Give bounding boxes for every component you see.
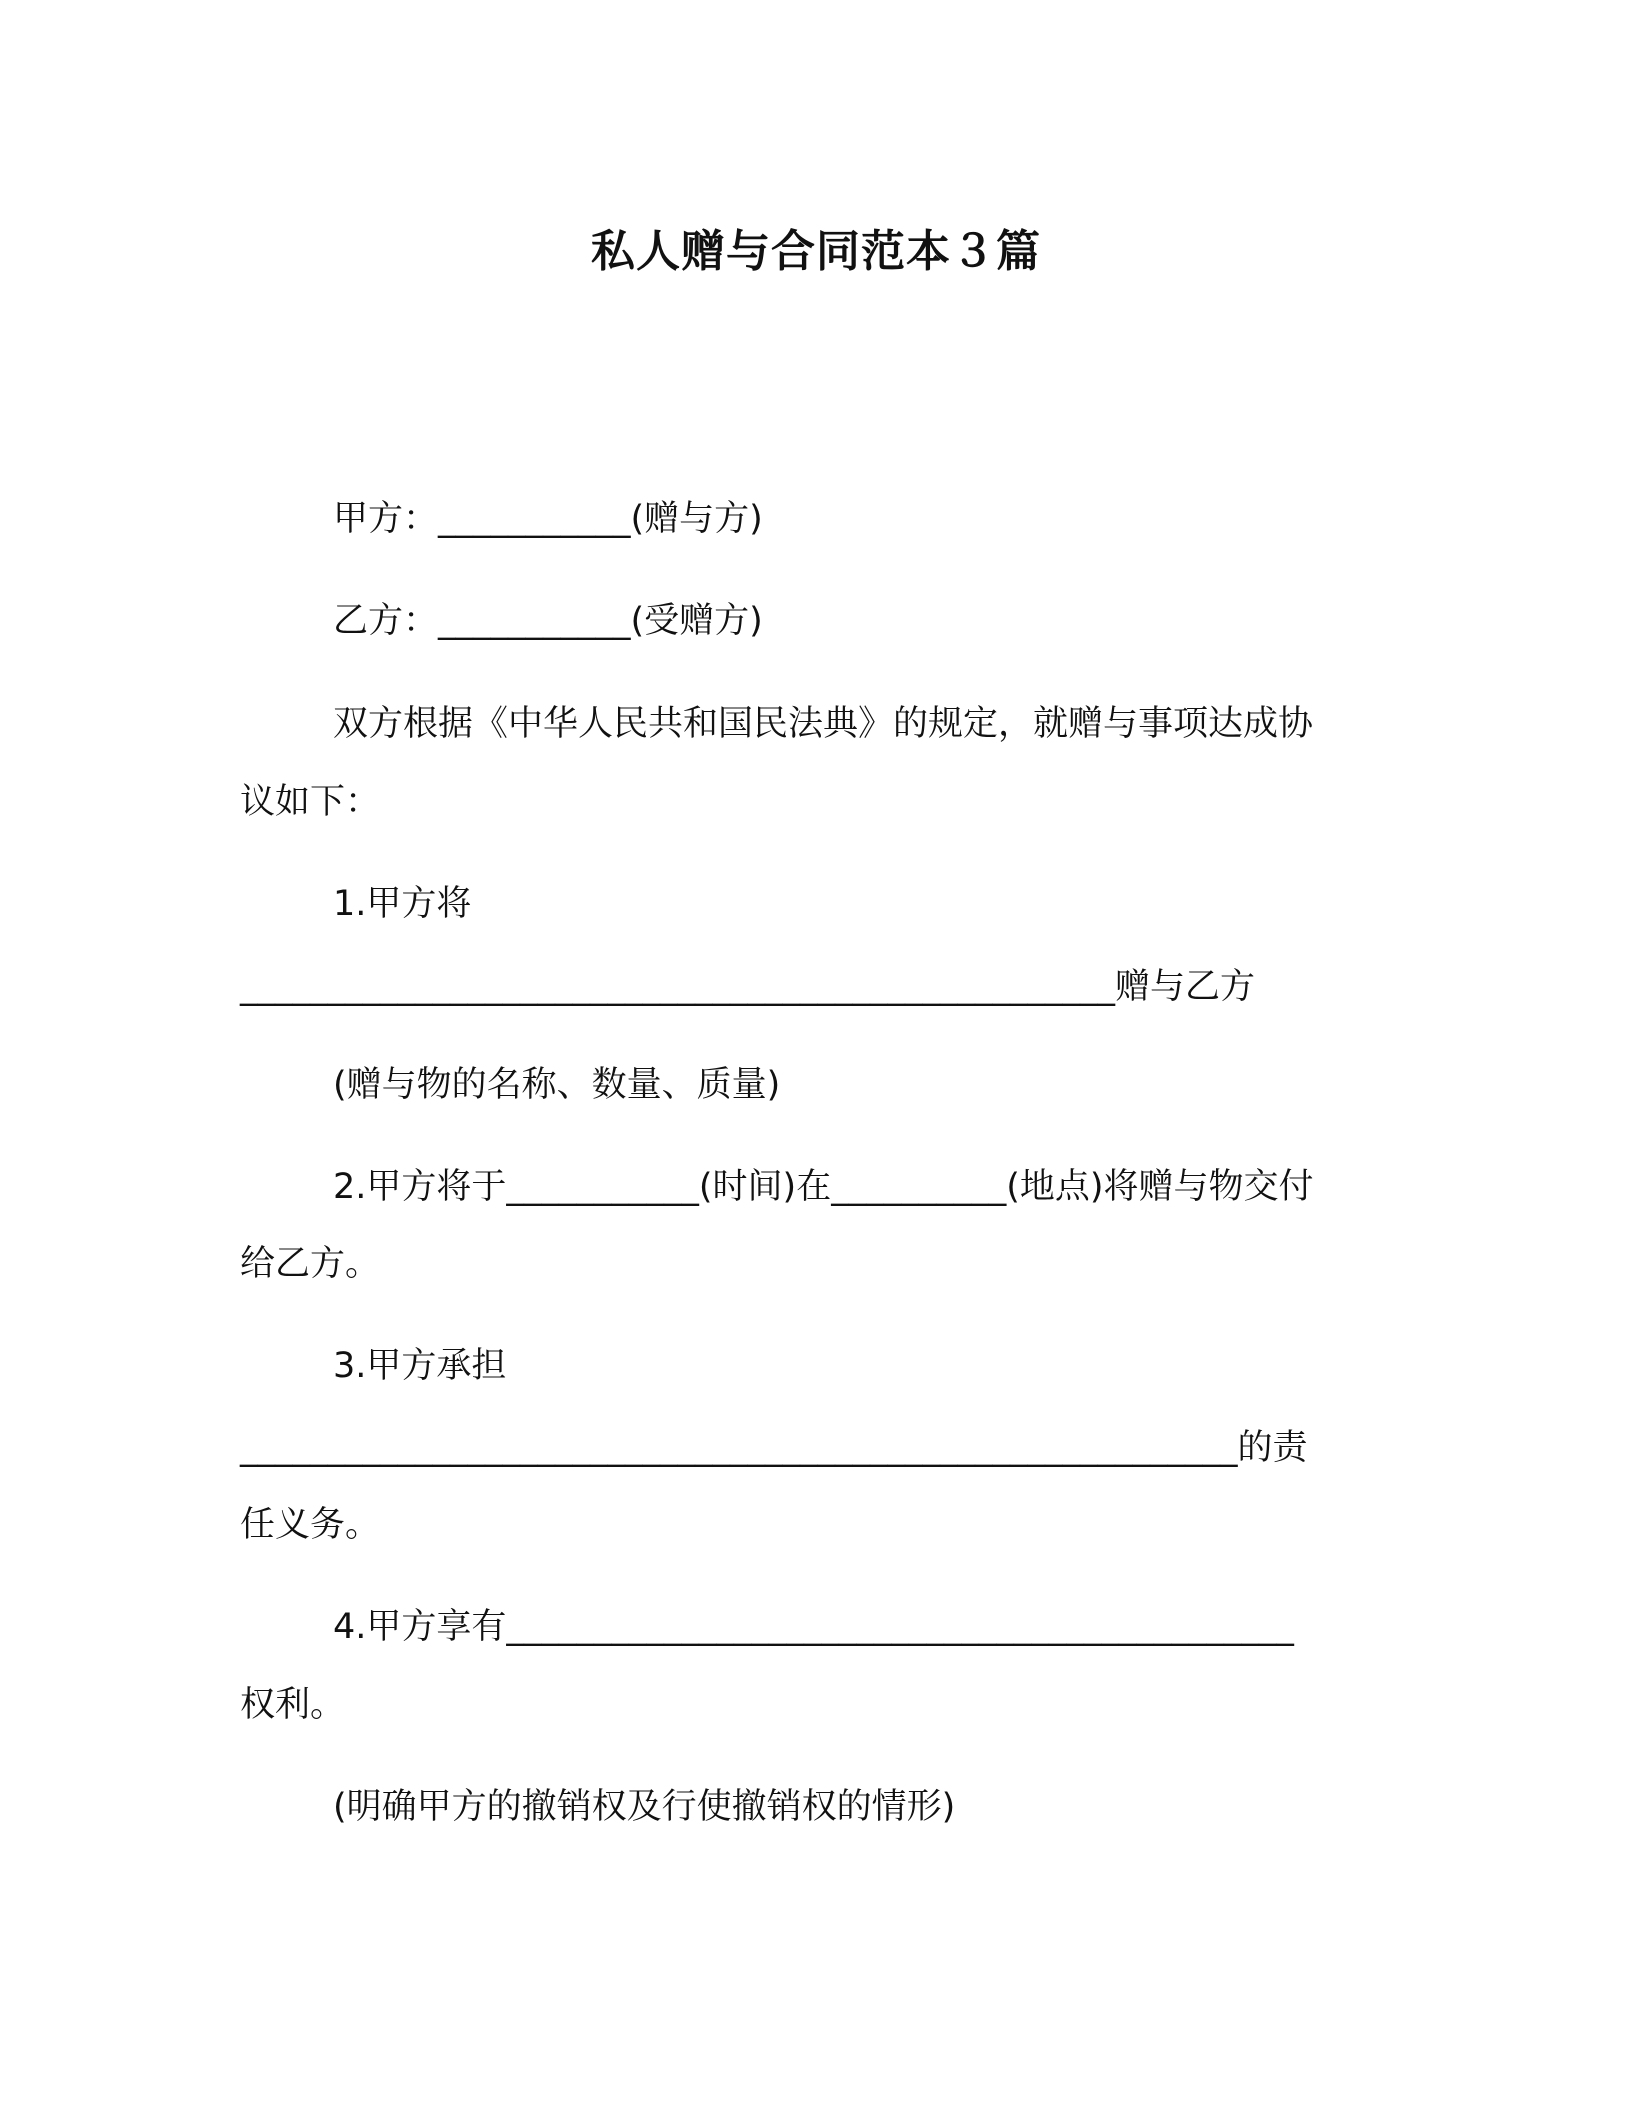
clause-1-line-1: 1.甲方将	[333, 884, 472, 924]
clause-4-line-2: 权利。	[240, 1685, 346, 1725]
preamble-line-2: 议如下：	[240, 782, 381, 822]
clause-2-line-1: 2.甲方将于___________(时间)在__________(地点)将赠与物交付	[333, 1167, 1314, 1207]
clause-4-note: (明确甲方的撤销权及行使撤销权的情形)	[333, 1787, 956, 1827]
clause-3-line-1: 3.甲方承担	[333, 1346, 507, 1386]
clause-1-line-2: __________________________________________________赠与乙方	[240, 967, 1256, 1007]
preamble-line-1: 双方根据《中华人民共和国民法典》的规定，就赠与事项达成协	[333, 704, 1314, 744]
clause-2-line-2: 给乙方。	[240, 1244, 381, 1284]
document-title: 私人赠与合同范本３篇	[591, 226, 1041, 277]
clause-3-line-3: 任义务。	[240, 1505, 381, 1545]
clause-4-line-1: 4.甲方享有_____________________________________________	[333, 1607, 1294, 1647]
clause-3-line-2: _________________________________________________________的责	[240, 1428, 1308, 1468]
party-b-line: 乙方：___________(受赠方)	[333, 601, 763, 641]
party-a-line: 甲方：___________(赠与方)	[333, 499, 763, 539]
clause-1-note: (赠与物的名称、数量、质量)	[333, 1065, 781, 1105]
